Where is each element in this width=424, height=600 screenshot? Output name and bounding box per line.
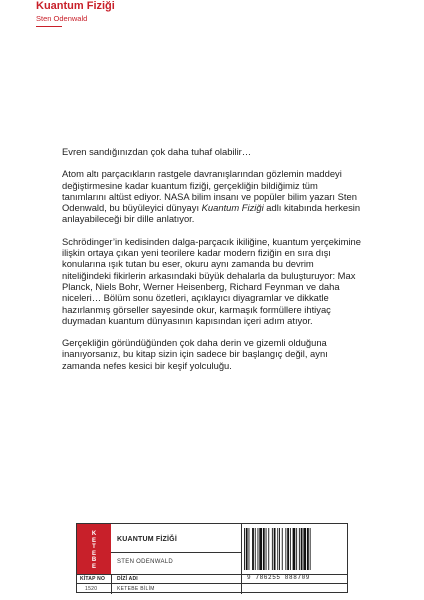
paragraph-1-a: Atom altı parçacıkların rastgele davranışlarından gözlemin maddeyi değiştirmesine kadar kuantum fiziği, gerçekliğin bildiğimiz tüm tanımlarını altüst ediyor. NASA bilim insanı ve popüler bilim yazarı Sten Odenwald, bu büyüleyici dünyayı xyxy=(62,168,357,214)
divider xyxy=(111,574,112,594)
info-book-title: KUANTUM FİZİĞİ xyxy=(117,536,177,543)
intro-paragraph: Evren sandığınızdan çok daha tuhaf olabilir… xyxy=(62,146,252,157)
brand-author: Sten Odenwald xyxy=(36,14,88,23)
paragraph-2: Schrödinger’in kedisinden dalga-parçacık ikiliğine, kuantum yerçekimine ilişkin ortaya çıkan yeni teorilere kadar modern fiziğin en sıra dışı konularına ışık tutan bu eser, okuru aynı zamanda bu devrim niteliğindeki fikirlerin arkasındaki büyük dehalarla da buluşturuyor: Max Planck, Niels Bohr, Werner Heisenberg, Richard Feynman ve daha niceleri… Bölüm sonu özetleri, açıklayıcı diyagramlar ve dikkatle hazırlanmış görseller sayesinde okur, karmaşık formüllere ihtiyaç duymadan kuantum dünyasının kapısından içeri adım atıyor. xyxy=(62,235,361,326)
dizi-value: KETEBE BİLİM xyxy=(117,586,155,592)
book-info-block xyxy=(76,523,348,593)
paragraph-3: Gerçekliğin göründüğünden çok daha derin ve gizemli olduğuna inanıyorsanız, bu kitap sizin için sadece bir başlangıç değil, aynı zamanda nefes kesici bir keşif yolculuğu. xyxy=(62,337,328,371)
publisher-logo xyxy=(77,524,111,574)
logo-letter: B xyxy=(91,557,97,563)
divider xyxy=(77,583,347,584)
dizi-label: DİZİ ADI xyxy=(117,576,138,582)
kitap-no-value: 1520 xyxy=(85,586,98,592)
divider xyxy=(111,552,241,553)
paragraph-1-b: adlı kitabında herkesin anlayabileceği bir dille anlatıyor. xyxy=(62,202,361,225)
brand-title: Kuantum Fiziği xyxy=(36,0,115,12)
paragraph-1-book-title: Kuantum Fiziği xyxy=(201,202,264,214)
info-book-author: STEN ODENWALD xyxy=(117,559,174,565)
publisher-logo-text xyxy=(77,531,111,570)
logo-letter: E xyxy=(91,563,96,570)
barcode-digits: 9 786255 888709 xyxy=(247,574,311,581)
barcode-icon xyxy=(241,526,343,572)
logo-letter: T xyxy=(92,544,96,550)
paragraph-1 xyxy=(62,168,364,224)
kitap-no-label: KİTAP NO xyxy=(80,576,106,582)
logo-letter: E xyxy=(91,550,96,557)
logo-letter: E xyxy=(91,537,96,544)
logo-letter: K xyxy=(91,531,97,537)
brand-rule xyxy=(36,26,62,27)
back-cover-text xyxy=(62,146,364,382)
